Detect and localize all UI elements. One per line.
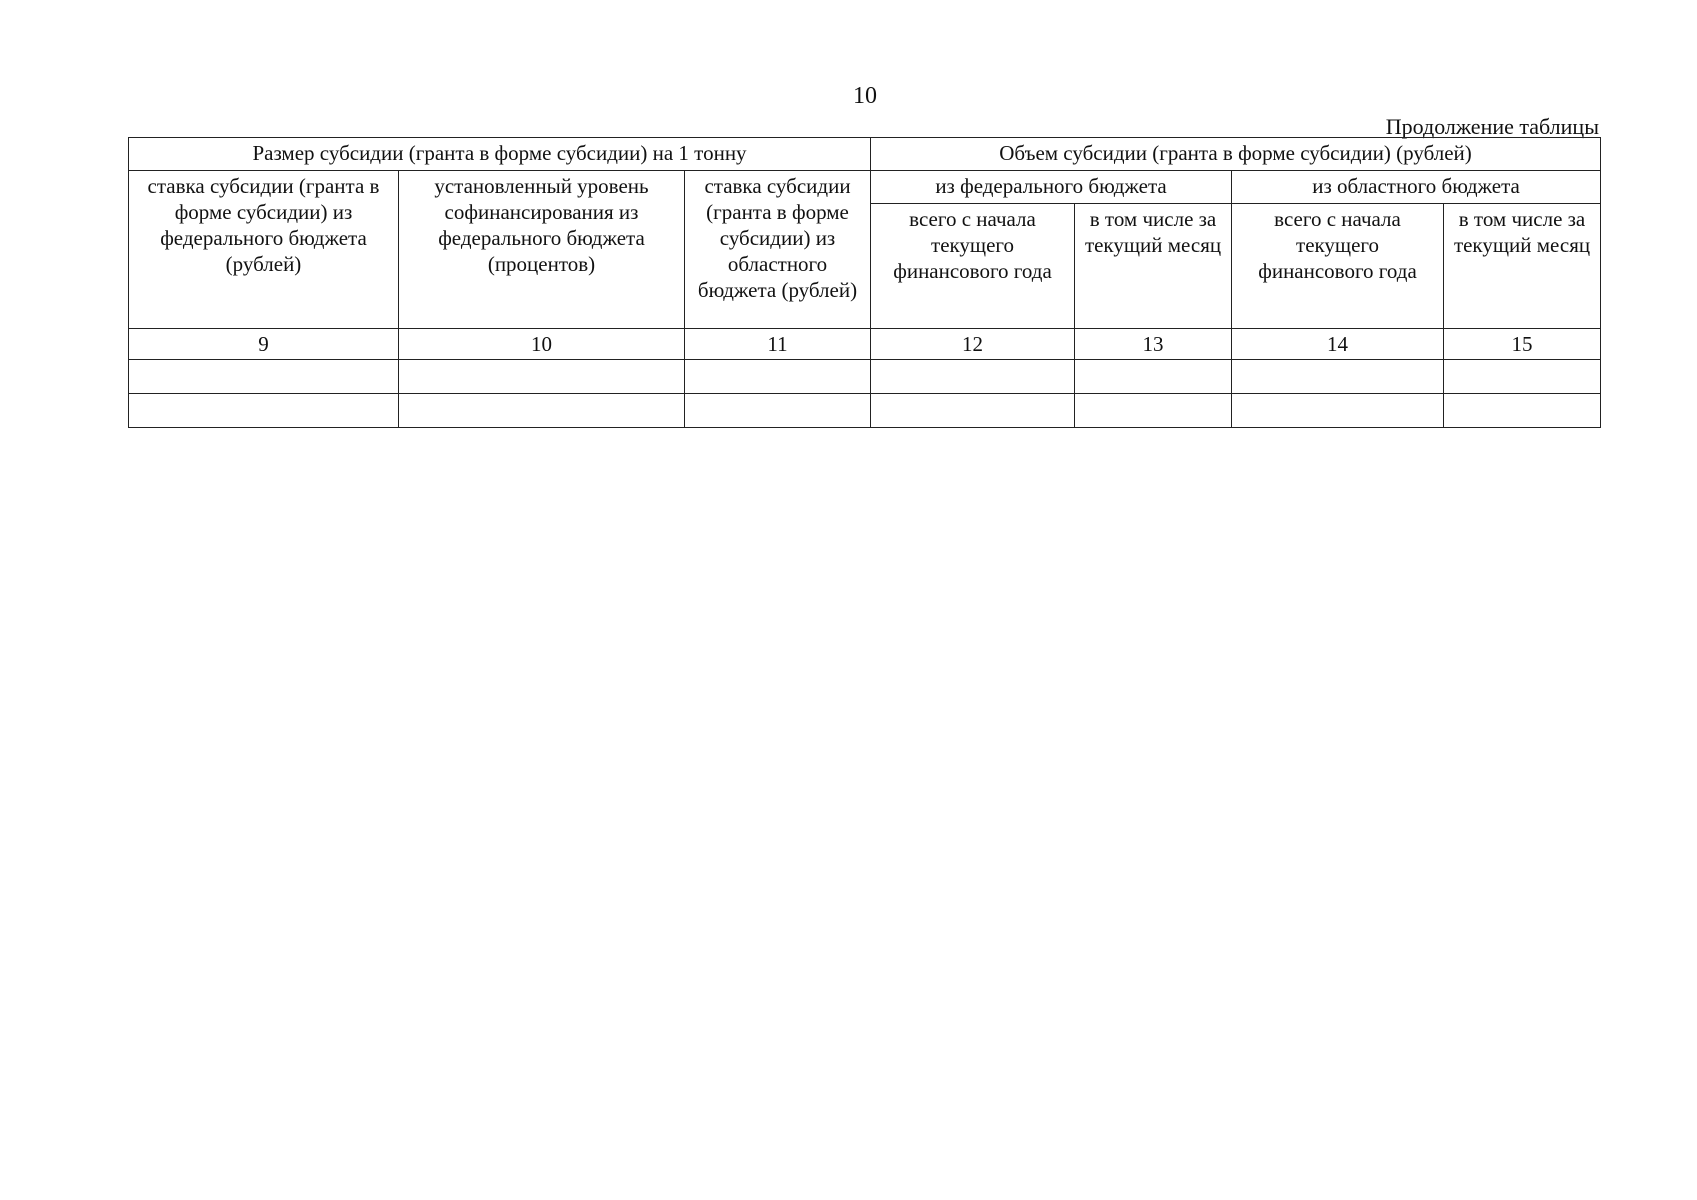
col-header-regional-year-total: всего с начала текущего финансового года [1232, 204, 1444, 329]
table-cell [871, 394, 1075, 428]
column-number-row [129, 329, 1601, 360]
col-header-federal-month: в том числе за текущий месяц [1075, 204, 1232, 329]
table-cell [1232, 360, 1444, 394]
table-cell [685, 360, 871, 394]
table-cell [399, 360, 685, 394]
col-header-cofinancing-level: установленный уровень софинансирования из федерального бюджета (процентов) [399, 171, 685, 329]
group-header-size: Размер субсидии (гранта в форме субсидии) на 1 тонну [129, 138, 871, 171]
table-cell [129, 360, 399, 394]
table-row [129, 394, 1601, 428]
header-row-groups [129, 138, 1601, 171]
header-row-sub [129, 171, 1601, 204]
table-cell [871, 360, 1075, 394]
col-header-federal-rate: ставка субсидии (гранта в форме субсидии) из федерального бюджета (рублей) [129, 171, 399, 329]
column-number: 11 [685, 329, 871, 360]
column-number: 13 [1075, 329, 1232, 360]
column-number: 12 [871, 329, 1075, 360]
subgroup-header-regional-budget: из областного бюджета [1232, 171, 1601, 204]
table-cell [399, 394, 685, 428]
subsidy-table [128, 137, 1601, 428]
column-number: 14 [1232, 329, 1444, 360]
group-header-volume: Объем субсидии (гранта в форме субсидии) (рублей) [871, 138, 1601, 171]
table-cell [1075, 360, 1232, 394]
table-cell [685, 394, 871, 428]
table-cell [129, 394, 399, 428]
table-cell [1075, 394, 1232, 428]
subgroup-header-federal-budget: из федерального бюджета [871, 171, 1232, 204]
table-cell [1232, 394, 1444, 428]
column-number: 10 [399, 329, 685, 360]
table-cell [1444, 360, 1601, 394]
table-cell [1444, 394, 1601, 428]
col-header-federal-year-total: всего с начала текущего финансового года [871, 204, 1075, 329]
col-header-regional-month: в том числе за текущий месяц [1444, 204, 1601, 329]
col-header-regional-rate: ставка субсидии (гранта в форме субсидии) из областного бюджета (рублей) [685, 171, 871, 329]
continuation-note: Продолжение таблицы [1385, 114, 1599, 139]
column-number: 15 [1444, 329, 1601, 360]
column-number: 9 [129, 329, 399, 360]
table-row [129, 360, 1601, 394]
page-number: 10 [853, 83, 877, 109]
